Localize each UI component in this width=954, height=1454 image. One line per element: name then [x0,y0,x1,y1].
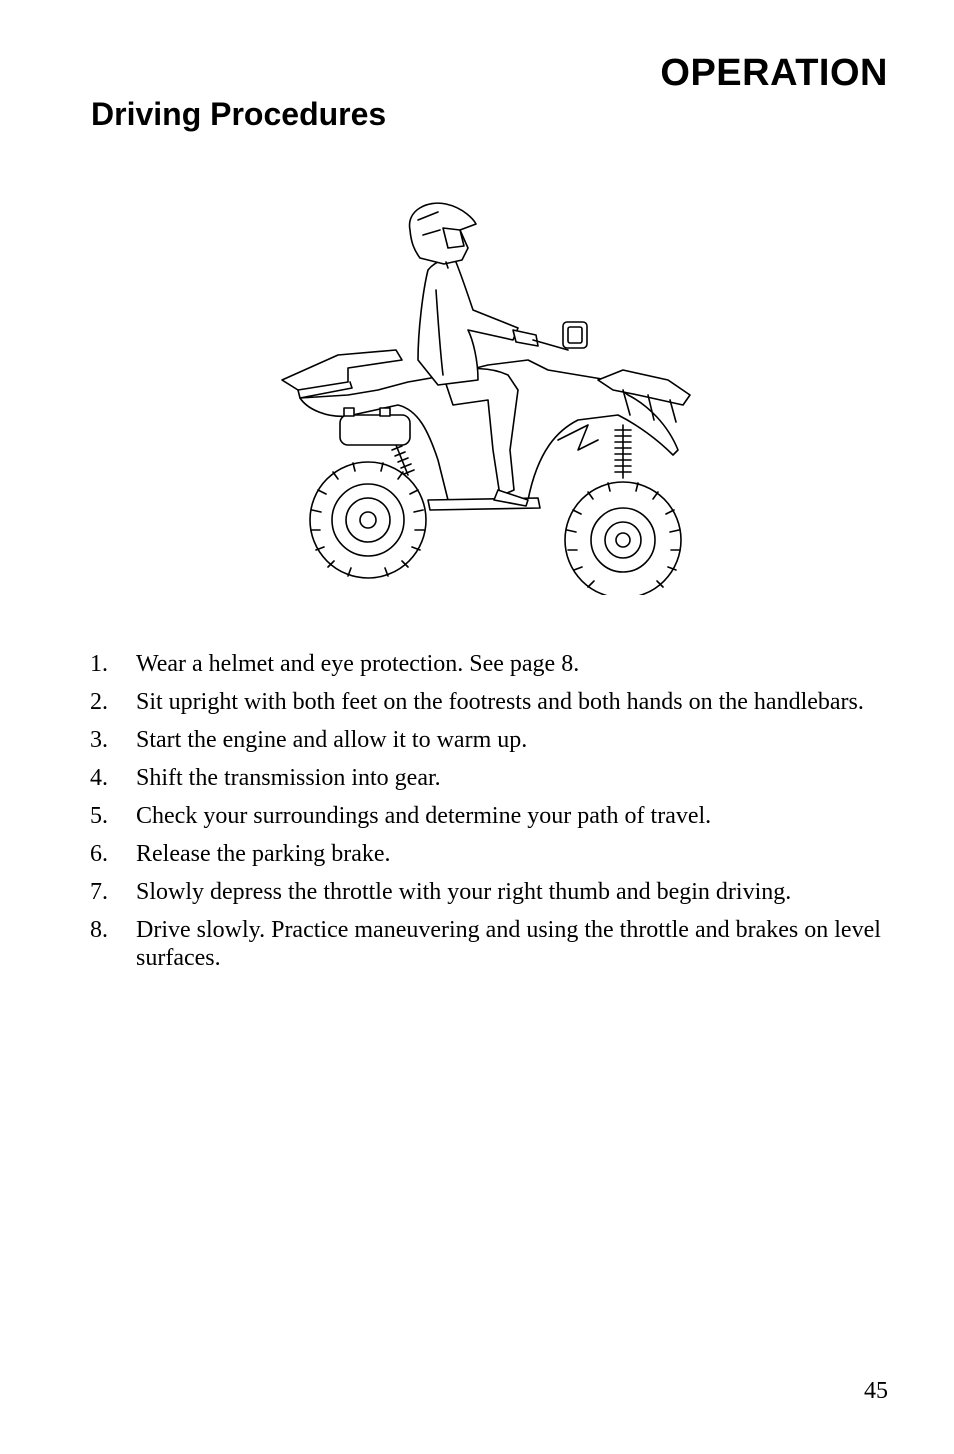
step-text: Start the engine and allow it to warm up. [136,727,528,753]
list-item [90,688,900,716]
step-number: 3. [90,727,108,753]
step-text: Drive slowly. Practice maneuvering and using the throttle and brakes on level surfaces. [136,917,881,971]
page-title: Driving Procedures [91,96,387,132]
step-text: Check your surroundings and determine your path of travel. [136,803,712,829]
list-item [90,726,900,754]
step-text: Release the parking brake. [136,841,391,867]
step-number: 6. [90,841,108,867]
list-item [90,916,900,972]
list-item [90,878,900,906]
list-item [90,840,900,868]
step-number: 1. [90,651,108,677]
list-item [90,650,900,678]
step-number: 4. [90,765,108,791]
step-number: 8. [90,917,108,943]
step-number: 5. [90,803,108,829]
list-item [90,764,900,792]
driving-steps-list [90,650,900,982]
list-item [90,802,900,830]
step-text: Sit upright with both feet on the footrests and both hands on the handlebars. [136,689,864,715]
step-text: Wear a helmet and eye protection. See page 8. [136,651,580,677]
step-text: Shift the transmission into gear. [136,765,441,791]
page-number: 45 [864,1378,888,1404]
atv-rider-illustration [278,200,698,595]
section-title: OPERATION [660,52,888,94]
step-text: Slowly depress the throttle with your right thumb and begin driving. [136,879,792,905]
step-number: 7. [90,879,108,905]
step-number: 2. [90,689,108,715]
